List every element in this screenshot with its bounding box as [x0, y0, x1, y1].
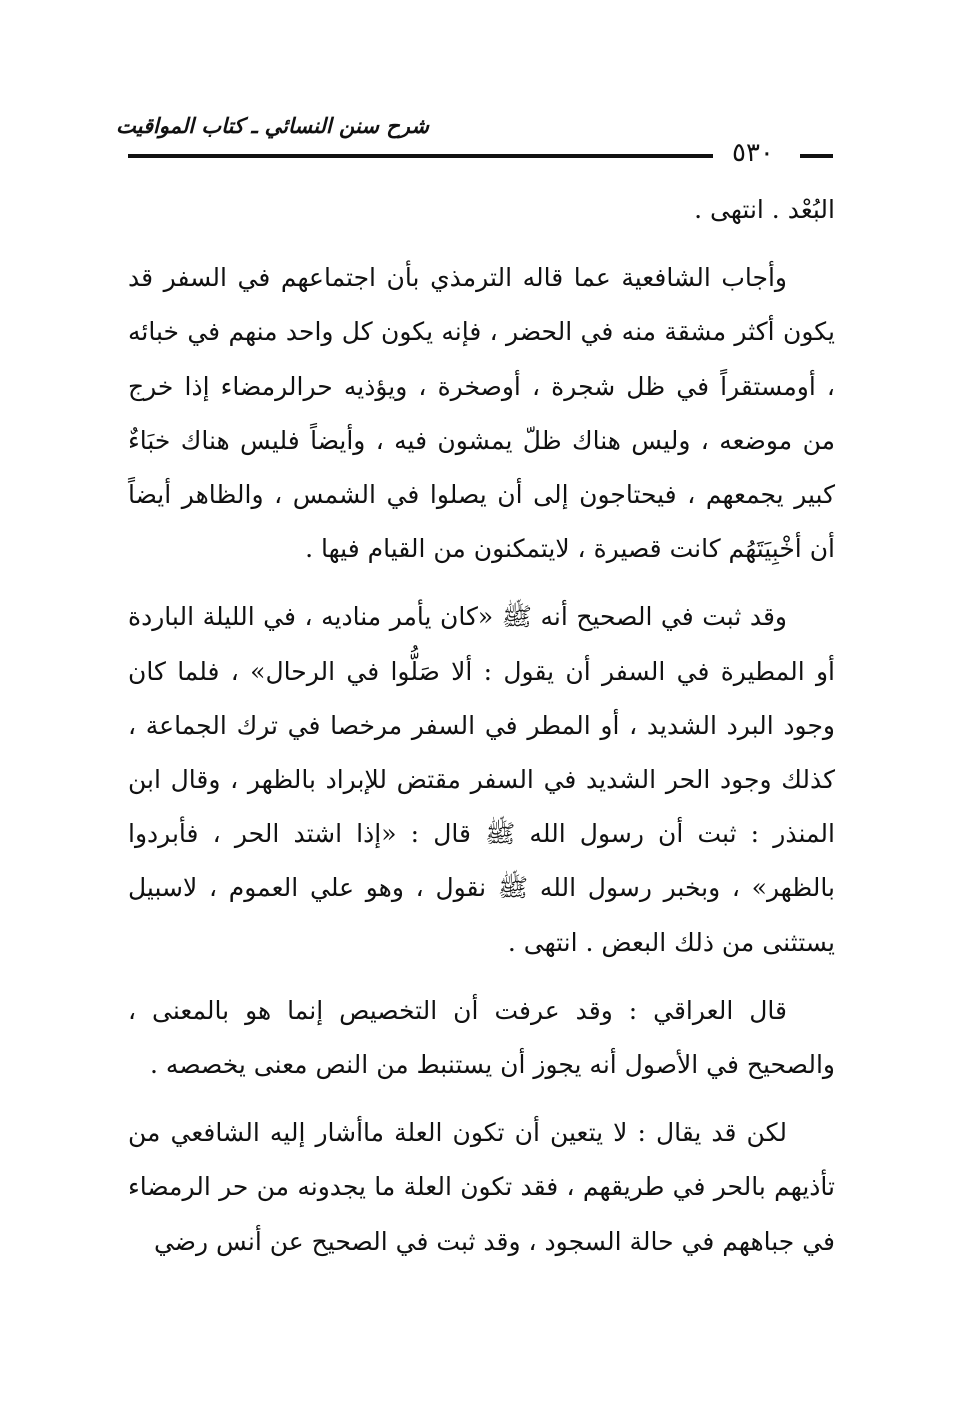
page-header: [0, 100, 969, 170]
paragraph: وقد ثبت في الصحيح أنه ﷺ «كان يأمر مناديه ، في الليلة الباردة أو المطيرة في السفر أن يقول : ألا صَلُّوا في الرحال» ، فلما كان وجود البرد الشديد ، أو المطر في السفر مرخصا في ترك الجماعة ، كذلك وجود الحر الشديد في السفر مقتض للإبراد بالظهر ، وقال ابن المنذر : ثبت أن رسول الله ﷺ قال : «إذا اشتد الحر ، فأبردوا بالظهر» ، وبخبر رسول الله ﷺ نقول ، وهو علي العموم ، لاسبيل يستثنى من ذلك البعض . انتهى .: [128, 602, 835, 957]
page-number: ٥٣٠: [732, 138, 774, 168]
paragraph: لكن قد يقال : لا يتعين أن تكون العلة ماأشار إليه الشافعي من تأذيهم بالحر في طريقهم ، فقد تكون العلة ما يجدونه من حر الرمضاء في جباههم في حالة السجود ، وقد ثبت في الصحيح عن أنس رضي: [128, 1118, 835, 1256]
paragraph: قال العراقي : وقد عرفت أن التخصيص إنما هو بالمعنى ، والصحيح في الأصول أنه يجوز أن يستنبط من النص معنى يخصصه .: [128, 995, 835, 1080]
header-dash: [800, 154, 833, 158]
running-header-title: شرح سنن النسائي ـ كتاب المواقيت: [116, 114, 429, 138]
paragraph: البُعْد . انتهى .: [694, 195, 835, 224]
header-rule: [128, 154, 713, 158]
body-text: [128, 183, 835, 1283]
paragraph: وأجاب الشافعية عما قاله الترمذي بأن اجتماعهم في السفر قد يكون أكثر مشقة منه في الحضر ، فإنه يكون كل واحد منهم في خبائه ، أومستقراً في ظل شجرة ، أوصخرة ، ويؤذيه حرالرمضاء إذا خرج من موضعه ، وليس هناك ظلّ يمشون فيه ، وأيضاً فليس هناك خبَاءٌ كبير يجمعهم ، فيحتاجون إلى أن يصلوا في الشمس ، والظاهر أيضاً أن أخْبِيَتَهُم كانت قصيرة ، لايتمكنون من القيام فيها .: [128, 263, 835, 564]
